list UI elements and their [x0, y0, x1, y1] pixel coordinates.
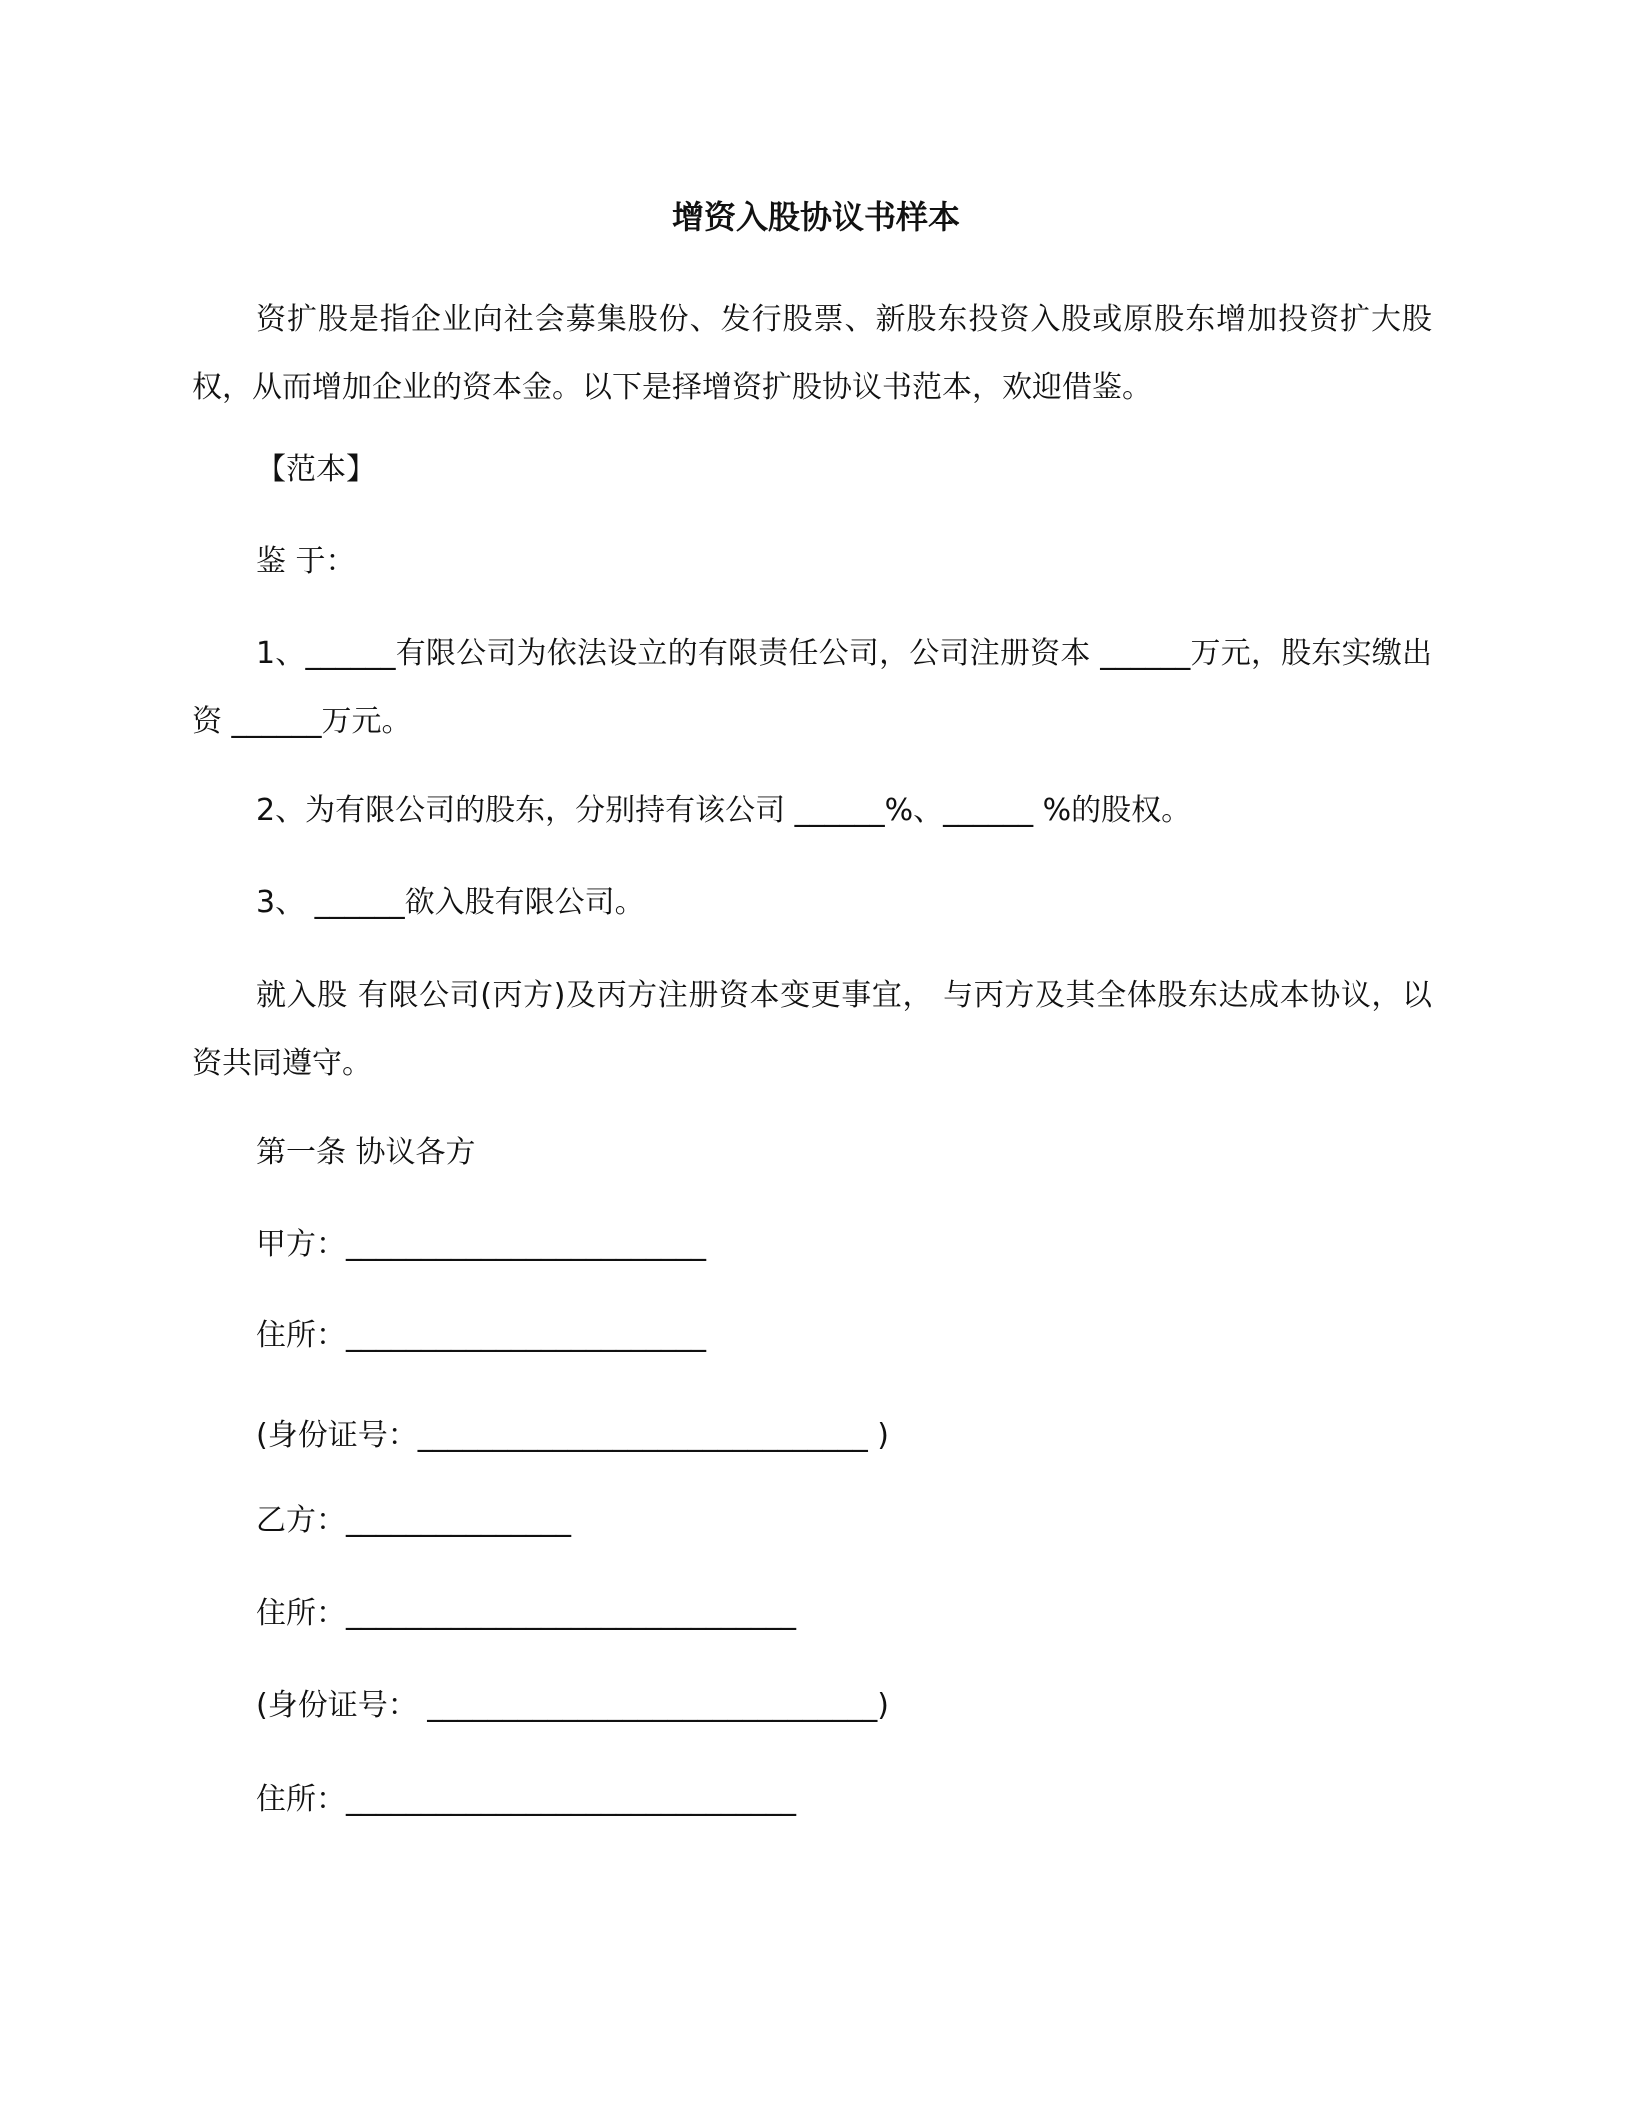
clause-2: 2、为有限公司的股东，分别持有该公司 ______%、______ %的股权。	[256, 793, 1192, 828]
address-field-1: 住所：________________________	[256, 1318, 706, 1353]
party-b-field: 乙方：_______________	[256, 1503, 571, 1538]
address-field-2: 住所：______________________________	[256, 1596, 796, 1631]
intro-paragraph: 资扩股是指企业向社会募集股份、发行股票、新股东投资入股或原股东增加投资扩大股权，从而增加企业的资本金。以下是择增资扩股协议书范本，欢迎借鉴。	[192, 302, 1432, 405]
article-1-heading: 第一条 协议各方	[256, 1135, 476, 1170]
document-title: 增资入股协议书样本	[671, 198, 960, 236]
address-field-3: 住所：______________________________	[256, 1782, 796, 1817]
agreement-paragraph: 就入股 有限公司(丙方)及丙方注册资本变更事宜， 与丙方及其全体股东达成本协议，以资共同遵守。	[192, 978, 1432, 1081]
id-number-field-2: (身份证号： ______________________________)	[256, 1688, 889, 1723]
whereas-heading: 鉴 于：	[256, 544, 356, 579]
clause-1: 1、______有限公司为依法设立的有限责任公司，公司注册资本 ______万元，股东实缴出资 ______万元。	[192, 636, 1432, 739]
id-number-field-1: (身份证号：______________________________ )	[256, 1418, 889, 1453]
template-label: 【范本】	[256, 452, 376, 487]
party-a-field: 甲方：________________________	[256, 1227, 706, 1262]
clause-3: 3、 ______欲入股有限公司。	[256, 885, 645, 920]
